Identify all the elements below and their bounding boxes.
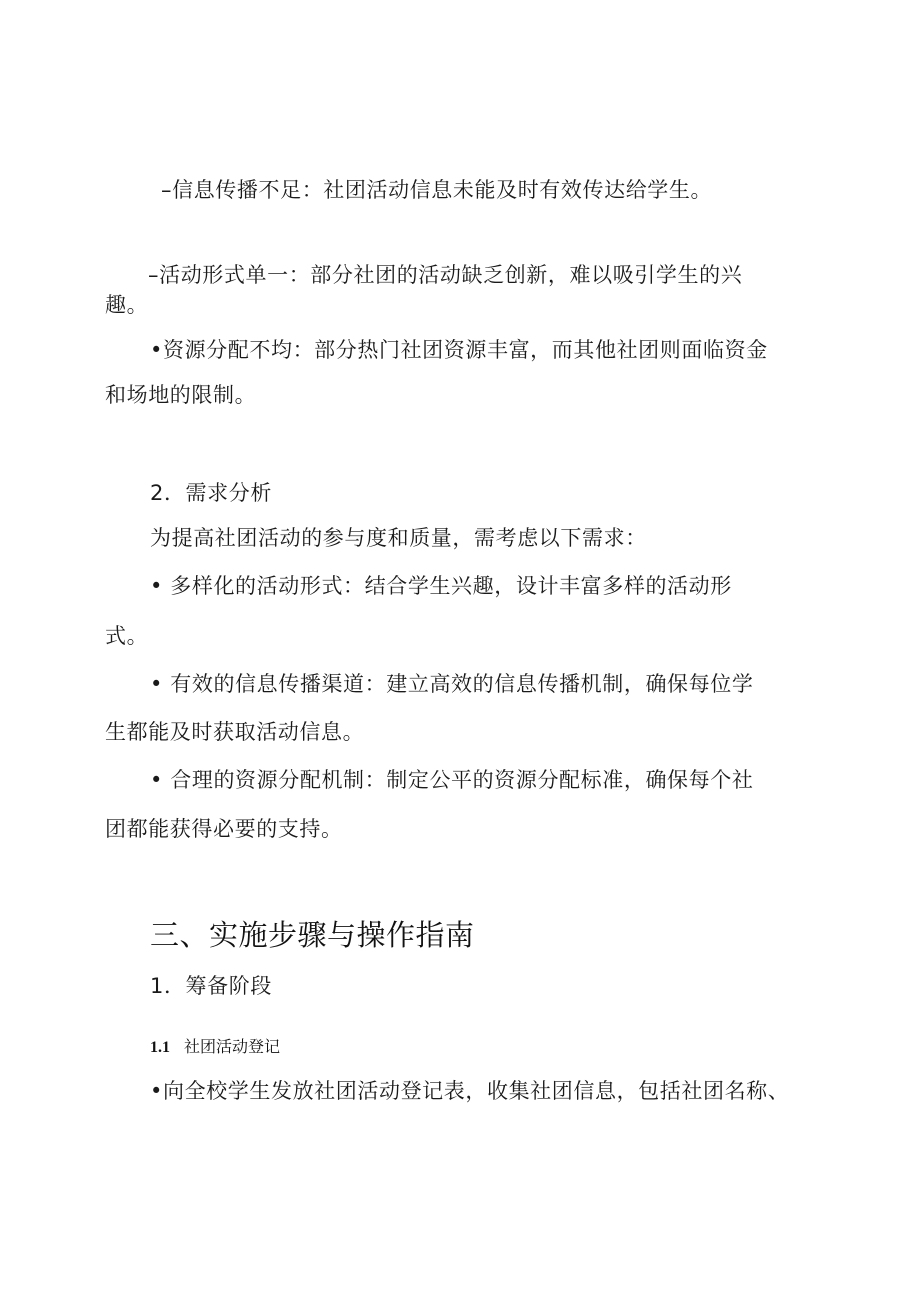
needs-item3-line2: 团都能获得必要的支持。 [105,817,343,841]
needs-heading: 2．需求分析 [150,481,272,505]
needs-item2-line2: 生都能及时获取活动信息。 [105,720,365,744]
section3-para1: •向全校学生发放社团活动登记表，收集社团信息，包括社团名称、 [150,1079,790,1103]
needs-item3-line1: • 合理的资源分配机制：制定公平的资源分配标准，确保每个社 [150,768,754,792]
section3-sub1-1-number: 1.1 [150,1039,170,1056]
needs-item2-line1: • 有效的信息传播渠道：建立高效的信息传播机制，确保每位学 [150,672,754,696]
section3-sub1-1-title: 社团活动登记 [184,1037,281,1056]
problem-info-spread: –信息传播不足：社团活动信息未能及时有效传达给学生。 [161,178,713,202]
needs-item1-line1: • 多样化的活动形式：结合学生兴趣，设计丰富多样的活动形 [150,574,732,598]
problem-activity-form-line2: 趣。 [105,293,149,317]
section3-sub1-1 [150,1036,280,1059]
needs-intro: 为提高社团活动的参与度和质量，需考虑以下需求： [150,526,647,550]
problem-resource-line1: •资源分配不均：部分热门社团资源丰富，而其他社团则面临资金 [150,338,768,362]
section3-sub1: 1．筹备阶段 [150,974,272,998]
needs-item1-line2: 式。 [105,624,149,648]
problem-resource-line2: 和场地的限制。 [105,383,257,407]
problem-activity-form-line1: –活动形式单一：部分社团的活动缺乏创新，难以吸引学生的兴 [148,263,743,287]
section3-title: 三、实施步骤与操作指南 [150,918,475,952]
